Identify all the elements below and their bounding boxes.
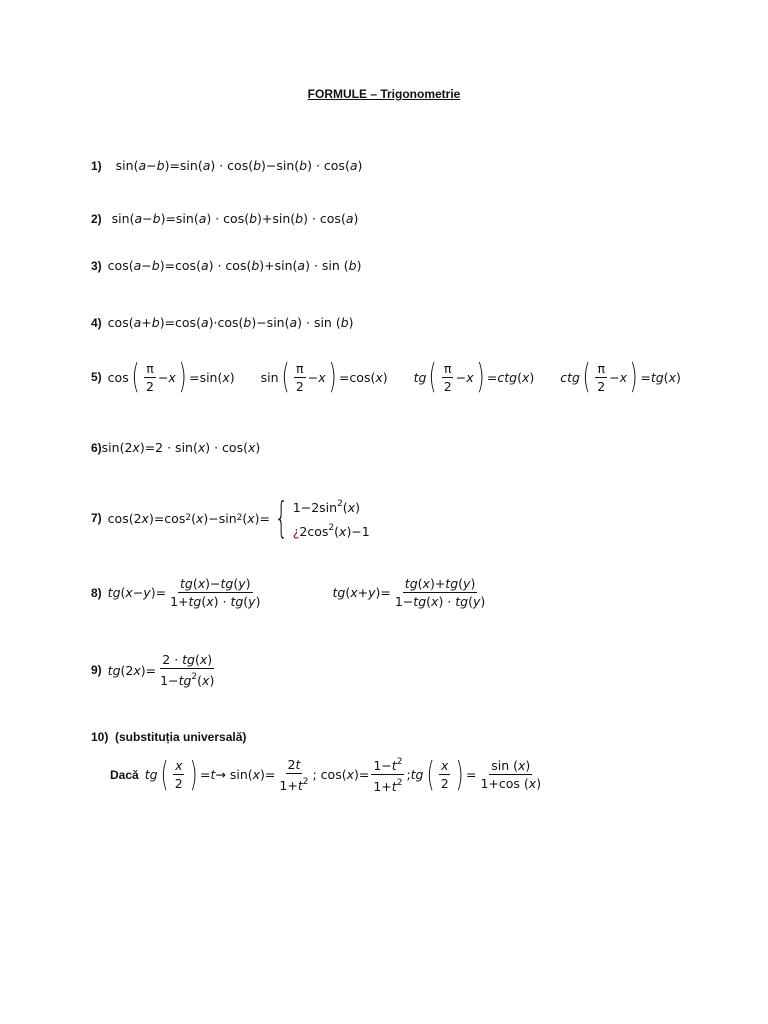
formula-7-expression: cos(2 x )=cos 2 ( x )−sin 2 ( x )= { $1-2\sin^2(x)$ ¿$2\cos^2(x)-1$	[107, 493, 370, 542]
formula-1	[91, 158, 362, 173]
formula-3-expression: cos(a−b)=cos(a) · cos(b)+sin(a) · sin (b)	[107, 258, 362, 273]
formula-3	[91, 258, 361, 273]
formula-5-number: 5)	[91, 370, 102, 384]
formula-10	[110, 755, 545, 794]
formula-10-expression: tg ( $\frac{x}{2}$ ) = t → sin( x )= $\frac{2t}{1+t^2}$ ; cos( x )= $\frac{1-t^2}{1+t^2}$ ; tg ( $\frac{x}{2}$ ) = $\frac{\sin (x)}{1+\cos (x)}$	[144, 754, 542, 795]
formula-10-number: 10)	[91, 730, 109, 744]
formula-5	[91, 357, 681, 397]
formula-1-number: 1)	[91, 158, 102, 173]
formula-9-expression: tg (2 x )= $\frac{2 \cdot tg(x)}{1-tg^2(x)}$	[107, 652, 215, 688]
page-title: FORMULE – Trigonometrie	[307, 87, 461, 101]
formula-3-number: 3)	[91, 258, 102, 273]
formula-7-number: 7)	[91, 511, 102, 525]
formula-2-expression: sin(a−b)=sin(a) · cos(b)+sin(b) · cos(a)	[111, 211, 359, 226]
formula-4-number: 4)	[91, 315, 102, 330]
formula-8-expression: tg ( x − y )= $\frac{tg(x)-tg(y)}{1+tg(x) \cdot tg(y)}$ tg ( x + y )= $\frac{tg(x)+tg(y)}{1-tg(x) \cdot tg(y)}$	[107, 576, 486, 609]
formula-7	[91, 494, 370, 542]
formula-10-prefix: Dacă	[110, 767, 139, 782]
formula-1-expression: sin(a−b)=sin(a) · cos(b)−sin(b) · cos(a)	[115, 158, 363, 173]
formula-5-expression: cos ( $\frac{\pi}{2}$ − x ) =sin( x ) sin ( $\frac{\pi}{2}$ − x ) =cos( x ) tg ( $\frac{\pi}{2}$ − x ) = ctg ( x ) ctg ( $\frac{\pi}{2}$ − x ) = tg ( x )	[107, 357, 681, 397]
formula-6	[91, 440, 260, 455]
formula-2	[91, 211, 358, 226]
formula-2-number: 2)	[91, 211, 102, 226]
formula-8	[91, 576, 489, 609]
formula-4-expression: cos(a+b)=cos(a)·cos(b)−sin(a) · sin (b)	[107, 315, 354, 330]
formula-8-number: 8)	[91, 585, 102, 600]
formula-10-heading	[91, 730, 246, 744]
formula-9	[91, 652, 218, 688]
formula-10-label: (substituția universală)	[115, 730, 247, 744]
formula-4	[91, 315, 354, 330]
formula-9-number: 9)	[91, 663, 102, 677]
formula-6-number: 6)	[91, 440, 102, 455]
formula-6-expression: sin(2x)=2 · sin(x) · cos(x)	[101, 440, 261, 455]
